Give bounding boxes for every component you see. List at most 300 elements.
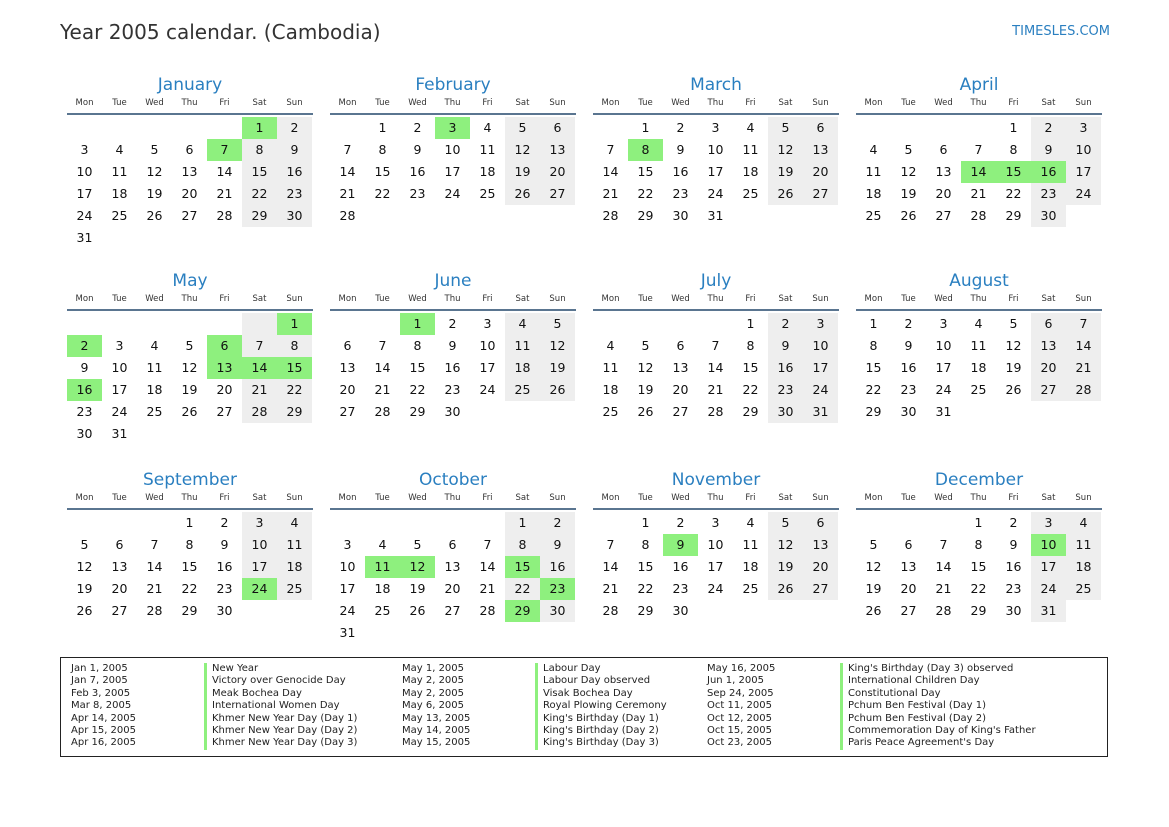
day-cell[interactable]: 13 — [207, 357, 242, 379]
day-cell[interactable]: 21 — [1066, 357, 1101, 379]
day-cell[interactable]: 15 — [996, 161, 1031, 183]
day-cell[interactable]: 14 — [216, 164, 233, 179]
day-cell[interactable]: 28 — [146, 603, 163, 618]
day-cell[interactable]: 7 — [711, 338, 720, 353]
day-cell[interactable]: 20 — [216, 382, 233, 397]
day-cell[interactable]: 1 — [277, 313, 312, 335]
day-cell[interactable]: 1 — [746, 316, 755, 331]
day-cell[interactable]: 6 — [448, 537, 457, 552]
day-cell[interactable]: 14 — [374, 360, 391, 375]
day-cell[interactable]: 21 — [242, 379, 277, 401]
day-cell[interactable]: 21 — [602, 581, 619, 596]
day-cell[interactable]: 9 — [277, 139, 312, 161]
day-cell[interactable]: 14 — [707, 360, 724, 375]
day-cell[interactable]: 27 — [111, 603, 128, 618]
day-cell[interactable]: 17 — [707, 559, 724, 574]
day-cell[interactable]: 1 — [185, 515, 194, 530]
day-cell[interactable]: 27 — [216, 404, 233, 419]
day-cell[interactable]: 20 — [181, 186, 198, 201]
day-cell[interactable]: 10 — [444, 142, 461, 157]
day-cell[interactable]: 4 — [277, 512, 312, 534]
day-cell[interactable]: 15 — [865, 360, 882, 375]
day-cell[interactable]: 28 — [1066, 379, 1101, 401]
day-cell[interactable]: 17 — [339, 581, 356, 596]
day-cell[interactable]: 8 — [746, 338, 755, 353]
day-cell[interactable]: 25 — [602, 404, 619, 419]
day-cell[interactable]: 22 — [970, 581, 987, 596]
day-cell[interactable]: 9 — [676, 142, 685, 157]
day-cell[interactable]: 8 — [277, 335, 312, 357]
day-cell[interactable]: 5 — [641, 338, 650, 353]
day-cell[interactable]: 2 — [277, 117, 312, 139]
day-cell[interactable]: 30 — [1005, 603, 1022, 618]
day-cell[interactable]: 12 — [400, 556, 435, 578]
day-cell[interactable]: 31 — [76, 230, 93, 245]
day-cell[interactable]: 19 — [76, 581, 93, 596]
day-cell[interactable]: 23 — [216, 581, 233, 596]
day-cell[interactable]: 31 — [935, 404, 952, 419]
day-cell[interactable]: 13 — [1031, 335, 1066, 357]
day-cell[interactable]: 9 — [220, 537, 229, 552]
day-cell[interactable]: 1 — [641, 120, 650, 135]
day-cell[interactable]: 9 — [413, 142, 422, 157]
day-cell[interactable]: 2 — [676, 515, 685, 530]
day-cell[interactable]: 27 — [339, 404, 356, 419]
day-cell[interactable]: 25 — [111, 208, 128, 223]
day-cell[interactable]: 17 — [479, 360, 496, 375]
day-cell[interactable]: 11 — [865, 164, 882, 179]
day-cell[interactable]: 16 — [672, 559, 689, 574]
day-cell[interactable]: 29 — [409, 404, 426, 419]
day-cell[interactable]: 15 — [277, 357, 312, 379]
day-cell[interactable]: 14 — [146, 559, 163, 574]
day-cell[interactable]: 10 — [707, 537, 724, 552]
day-cell[interactable]: 2 — [67, 335, 102, 357]
day-cell[interactable]: 18 — [277, 556, 312, 578]
day-cell[interactable]: 11 — [742, 142, 759, 157]
day-cell[interactable]: 7 — [1066, 313, 1101, 335]
day-cell[interactable]: 10 — [1031, 534, 1066, 556]
day-cell[interactable]: 7 — [343, 142, 352, 157]
day-cell[interactable]: 6 — [540, 117, 575, 139]
day-cell[interactable]: 16 — [540, 556, 575, 578]
day-cell[interactable]: 28 — [479, 603, 496, 618]
day-cell[interactable]: 25 — [505, 379, 540, 401]
day-cell[interactable]: 12 — [768, 139, 803, 161]
day-cell[interactable]: 27 — [444, 603, 461, 618]
day-cell[interactable]: 6 — [904, 537, 913, 552]
day-cell[interactable]: 17 — [444, 164, 461, 179]
day-cell[interactable]: 14 — [602, 559, 619, 574]
day-cell[interactable]: 13 — [900, 559, 917, 574]
day-cell[interactable]: 21 — [216, 186, 233, 201]
day-cell[interactable]: 17 — [76, 186, 93, 201]
day-cell[interactable]: 13 — [111, 559, 128, 574]
day-cell[interactable]: 29 — [865, 404, 882, 419]
day-cell[interactable]: 18 — [742, 164, 759, 179]
day-cell[interactable]: 10 — [339, 559, 356, 574]
day-cell[interactable]: 16 — [900, 360, 917, 375]
day-cell[interactable]: 11 — [479, 142, 496, 157]
day-cell[interactable]: 4 — [483, 120, 492, 135]
day-cell[interactable]: 26 — [76, 603, 93, 618]
day-cell[interactable]: 7 — [974, 142, 983, 157]
day-cell[interactable]: 24 — [1066, 183, 1101, 205]
day-cell[interactable]: 29 — [277, 401, 312, 423]
day-cell[interactable]: 5 — [505, 117, 540, 139]
day-cell[interactable]: 13 — [540, 139, 575, 161]
day-cell[interactable]: 9 — [448, 338, 457, 353]
day-cell[interactable]: 18 — [374, 581, 391, 596]
day-cell[interactable]: 6 — [185, 142, 194, 157]
day-cell[interactable]: 15 — [505, 556, 540, 578]
day-cell[interactable]: 11 — [365, 556, 400, 578]
day-cell[interactable]: 25 — [1066, 578, 1101, 600]
day-cell[interactable]: 3 — [435, 117, 470, 139]
day-cell[interactable]: 7 — [150, 537, 159, 552]
day-cell[interactable]: 5 — [185, 338, 194, 353]
day-cell[interactable]: 21 — [935, 581, 952, 596]
day-cell[interactable]: 4 — [606, 338, 615, 353]
day-cell[interactable]: 26 — [900, 208, 917, 223]
day-cell[interactable]: 11 — [742, 537, 759, 552]
day-cell[interactable]: 25 — [865, 208, 882, 223]
day-cell[interactable]: 18 — [479, 164, 496, 179]
day-cell[interactable]: 15 — [970, 559, 987, 574]
day-cell[interactable]: 12 — [1005, 338, 1022, 353]
day-cell[interactable]: 26 — [181, 404, 198, 419]
day-cell[interactable]: 8 — [185, 537, 194, 552]
day-cell[interactable]: 21 — [707, 382, 724, 397]
day-cell[interactable]: 23 — [76, 404, 93, 419]
day-cell[interactable]: 9 — [80, 360, 89, 375]
day-cell[interactable]: 8 — [641, 537, 650, 552]
day-cell[interactable]: 25 — [742, 581, 759, 596]
day-cell[interactable]: 10 — [479, 338, 496, 353]
day-cell[interactable]: 8 — [1009, 142, 1018, 157]
day-cell[interactable]: 20 — [444, 581, 461, 596]
day-cell[interactable]: 4 — [378, 537, 387, 552]
day-cell[interactable]: 4 — [1066, 512, 1101, 534]
day-cell[interactable]: 15 — [637, 164, 654, 179]
day-cell[interactable]: 19 — [540, 357, 575, 379]
day-cell[interactable]: 30 — [900, 404, 917, 419]
day-cell[interactable]: 19 — [768, 161, 803, 183]
day-cell[interactable]: 13 — [803, 139, 838, 161]
day-cell[interactable]: 30 — [1031, 205, 1066, 227]
day-cell[interactable]: 18 — [970, 360, 987, 375]
day-cell[interactable]: 15 — [742, 360, 759, 375]
day-cell[interactable]: 15 — [181, 559, 198, 574]
day-cell[interactable]: 6 — [803, 117, 838, 139]
day-cell[interactable]: 20 — [803, 161, 838, 183]
day-cell[interactable]: 2 — [768, 313, 803, 335]
day-cell[interactable]: 22 — [181, 581, 198, 596]
day-cell[interactable]: 17 — [935, 360, 952, 375]
day-cell[interactable]: 3 — [80, 142, 89, 157]
day-cell[interactable]: 16 — [768, 357, 803, 379]
day-cell[interactable]: 24 — [803, 379, 838, 401]
day-cell[interactable]: 23 — [672, 581, 689, 596]
day-cell[interactable]: 23 — [672, 186, 689, 201]
day-cell[interactable]: 4 — [746, 515, 755, 530]
day-cell[interactable]: 7 — [242, 335, 277, 357]
day-cell[interactable]: 1 — [1009, 120, 1018, 135]
day-cell[interactable]: 25 — [374, 603, 391, 618]
day-cell[interactable]: 23 — [768, 379, 803, 401]
day-cell[interactable]: 4 — [115, 142, 124, 157]
day-cell[interactable]: 2 — [448, 316, 457, 331]
day-cell[interactable]: 1 — [400, 313, 435, 335]
day-cell[interactable]: 2 — [540, 512, 575, 534]
day-cell[interactable]: 28 — [339, 208, 356, 223]
day-cell[interactable]: 2 — [1009, 515, 1018, 530]
day-cell[interactable]: 24 — [935, 382, 952, 397]
day-cell[interactable]: 18 — [742, 559, 759, 574]
day-cell[interactable]: 1 — [505, 512, 540, 534]
day-cell[interactable]: 27 — [1031, 379, 1066, 401]
day-cell[interactable]: 10 — [803, 335, 838, 357]
day-cell[interactable]: 11 — [970, 338, 987, 353]
day-cell[interactable]: 15 — [637, 559, 654, 574]
day-cell[interactable]: 9 — [904, 338, 913, 353]
day-cell[interactable]: 16 — [1005, 559, 1022, 574]
day-cell[interactable]: 13 — [803, 534, 838, 556]
day-cell[interactable]: 17 — [111, 382, 128, 397]
day-cell[interactable]: 9 — [768, 335, 803, 357]
day-cell[interactable]: 2 — [676, 120, 685, 135]
day-cell[interactable]: 25 — [970, 382, 987, 397]
day-cell[interactable]: 16 — [672, 164, 689, 179]
day-cell[interactable]: 24 — [242, 578, 277, 600]
day-cell[interactable]: 19 — [1005, 360, 1022, 375]
day-cell[interactable]: 23 — [900, 382, 917, 397]
day-cell[interactable]: 1 — [974, 515, 983, 530]
day-cell[interactable]: 19 — [409, 581, 426, 596]
day-cell[interactable]: 26 — [768, 183, 803, 205]
day-cell[interactable]: 21 — [374, 382, 391, 397]
day-cell[interactable]: 8 — [413, 338, 422, 353]
day-cell[interactable]: 19 — [181, 382, 198, 397]
day-cell[interactable]: 26 — [505, 183, 540, 205]
day-cell[interactable]: 4 — [150, 338, 159, 353]
day-cell[interactable]: 4 — [505, 313, 540, 335]
day-cell[interactable]: 5 — [869, 537, 878, 552]
day-cell[interactable]: 29 — [970, 603, 987, 618]
day-cell[interactable]: 16 — [409, 164, 426, 179]
day-cell[interactable]: 13 — [935, 164, 952, 179]
day-cell[interactable]: 25 — [146, 404, 163, 419]
day-cell[interactable]: 27 — [672, 404, 689, 419]
day-cell[interactable]: 29 — [742, 404, 759, 419]
day-cell[interactable]: 19 — [865, 581, 882, 596]
day-cell[interactable]: 24 — [76, 208, 93, 223]
day-cell[interactable]: 12 — [181, 360, 198, 375]
day-cell[interactable]: 11 — [111, 164, 128, 179]
day-cell[interactable]: 31 — [1031, 600, 1066, 622]
day-cell[interactable]: 10 — [935, 338, 952, 353]
day-cell[interactable]: 3 — [1031, 512, 1066, 534]
day-cell[interactable]: 5 — [904, 142, 913, 157]
day-cell[interactable]: 6 — [1031, 313, 1066, 335]
day-cell[interactable]: 18 — [111, 186, 128, 201]
day-cell[interactable]: 27 — [803, 183, 838, 205]
day-cell[interactable]: 30 — [76, 426, 93, 441]
day-cell[interactable]: 10 — [76, 164, 93, 179]
day-cell[interactable]: 20 — [111, 581, 128, 596]
day-cell[interactable]: 24 — [479, 382, 496, 397]
day-cell[interactable]: 22 — [277, 379, 312, 401]
day-cell[interactable]: 28 — [602, 603, 619, 618]
day-cell[interactable]: 12 — [540, 335, 575, 357]
day-cell[interactable]: 1 — [641, 515, 650, 530]
day-cell[interactable]: 13 — [339, 360, 356, 375]
day-cell[interactable]: 16 — [277, 161, 312, 183]
day-cell[interactable]: 27 — [540, 183, 575, 205]
day-cell[interactable]: 13 — [181, 164, 198, 179]
day-cell[interactable]: 23 — [1031, 183, 1066, 205]
day-cell[interactable]: 30 — [672, 603, 689, 618]
day-cell[interactable]: 14 — [1066, 335, 1101, 357]
day-cell[interactable]: 9 — [1031, 139, 1066, 161]
day-cell[interactable]: 17 — [1031, 556, 1066, 578]
day-cell[interactable]: 3 — [711, 515, 720, 530]
site-link[interactable]: TIMESLES.COM — [1012, 24, 1110, 39]
day-cell[interactable]: 29 — [505, 600, 540, 622]
day-cell[interactable]: 24 — [444, 186, 461, 201]
day-cell[interactable]: 5 — [768, 117, 803, 139]
day-cell[interactable]: 4 — [869, 142, 878, 157]
day-cell[interactable]: 26 — [768, 578, 803, 600]
day-cell[interactable]: 26 — [146, 208, 163, 223]
day-cell[interactable]: 27 — [935, 208, 952, 223]
day-cell[interactable]: 21 — [602, 186, 619, 201]
day-cell[interactable]: 30 — [540, 600, 575, 622]
day-cell[interactable]: 16 — [1031, 161, 1066, 183]
day-cell[interactable]: 28 — [216, 208, 233, 223]
day-cell[interactable]: 2 — [413, 120, 422, 135]
day-cell[interactable]: 5 — [1009, 316, 1018, 331]
day-cell[interactable]: 21 — [339, 186, 356, 201]
day-cell[interactable]: 7 — [378, 338, 387, 353]
day-cell[interactable]: 21 — [970, 186, 987, 201]
day-cell[interactable]: 27 — [900, 603, 917, 618]
day-cell[interactable]: 22 — [242, 183, 277, 205]
day-cell[interactable]: 20 — [900, 581, 917, 596]
day-cell[interactable]: 27 — [803, 578, 838, 600]
day-cell[interactable]: 24 — [707, 581, 724, 596]
day-cell[interactable]: 20 — [339, 382, 356, 397]
day-cell[interactable]: 31 — [803, 401, 838, 423]
day-cell[interactable]: 22 — [505, 578, 540, 600]
day-cell[interactable]: 18 — [505, 357, 540, 379]
day-cell[interactable]: 17 — [1066, 161, 1101, 183]
day-cell[interactable]: 1 — [869, 316, 878, 331]
day-cell[interactable]: 14 — [242, 357, 277, 379]
day-cell[interactable]: 6 — [343, 338, 352, 353]
day-cell[interactable]: 28 — [707, 404, 724, 419]
day-cell[interactable]: 12 — [505, 139, 540, 161]
day-cell[interactable]: 12 — [637, 360, 654, 375]
day-cell[interactable]: 31 — [707, 208, 724, 223]
day-cell[interactable]: 2 — [904, 316, 913, 331]
day-cell[interactable]: 15 — [374, 164, 391, 179]
day-cell[interactable]: 5 — [540, 313, 575, 335]
day-cell[interactable]: 28 — [935, 603, 952, 618]
day-cell[interactable]: 22 — [742, 382, 759, 397]
day-cell[interactable]: 11 — [277, 534, 312, 556]
day-cell[interactable]: 20 — [672, 382, 689, 397]
day-cell[interactable]: 5 — [80, 537, 89, 552]
day-cell[interactable]: 3 — [803, 313, 838, 335]
day-cell[interactable]: 24 — [1031, 578, 1066, 600]
day-cell[interactable]: 12 — [76, 559, 93, 574]
day-cell[interactable]: 24 — [339, 603, 356, 618]
day-cell[interactable]: 19 — [900, 186, 917, 201]
day-cell[interactable]: 6 — [207, 335, 242, 357]
day-cell[interactable]: 20 — [803, 556, 838, 578]
day-cell[interactable]: 17 — [242, 556, 277, 578]
day-cell[interactable]: 26 — [637, 404, 654, 419]
day-cell[interactable]: 6 — [676, 338, 685, 353]
day-cell[interactable]: 28 — [242, 401, 277, 423]
day-cell[interactable]: 15 — [409, 360, 426, 375]
day-cell[interactable]: 28 — [602, 208, 619, 223]
day-cell[interactable]: 20 — [935, 186, 952, 201]
day-cell[interactable]: 22 — [409, 382, 426, 397]
day-cell[interactable]: 28 — [374, 404, 391, 419]
day-cell[interactable]: 15 — [242, 161, 277, 183]
day-cell[interactable]: 14 — [479, 559, 496, 574]
day-cell[interactable]: 19 — [637, 382, 654, 397]
day-cell[interactable]: 6 — [803, 512, 838, 534]
day-cell[interactable]: 14 — [339, 164, 356, 179]
day-cell[interactable]: 22 — [637, 186, 654, 201]
day-cell[interactable]: 23 — [1005, 581, 1022, 596]
day-cell[interactable]: 31 — [339, 625, 356, 640]
day-cell[interactable]: 2 — [220, 515, 229, 530]
day-cell[interactable]: 30 — [672, 208, 689, 223]
day-cell[interactable]: 14 — [961, 161, 996, 183]
day-cell[interactable]: 10 — [707, 142, 724, 157]
day-cell[interactable]: 1 — [378, 120, 387, 135]
day-cell[interactable]: 5 — [768, 512, 803, 534]
day-cell[interactable]: 24 — [707, 186, 724, 201]
day-cell[interactable]: 5 — [150, 142, 159, 157]
day-cell[interactable]: 18 — [146, 382, 163, 397]
day-cell[interactable]: 13 — [672, 360, 689, 375]
day-cell[interactable]: 26 — [540, 379, 575, 401]
day-cell[interactable]: 22 — [637, 581, 654, 596]
day-cell[interactable]: 22 — [374, 186, 391, 201]
day-cell[interactable]: 11 — [146, 360, 163, 375]
day-cell[interactable]: 23 — [409, 186, 426, 201]
day-cell[interactable]: 31 — [111, 426, 128, 441]
day-cell[interactable]: 25 — [479, 186, 496, 201]
day-cell[interactable]: 6 — [115, 537, 124, 552]
day-cell[interactable]: 12 — [900, 164, 917, 179]
day-cell[interactable]: 23 — [444, 382, 461, 397]
day-cell[interactable]: 11 — [505, 335, 540, 357]
day-cell[interactable]: 3 — [343, 537, 352, 552]
day-cell[interactable]: 19 — [146, 186, 163, 201]
day-cell[interactable]: 16 — [444, 360, 461, 375]
day-cell[interactable]: 9 — [540, 534, 575, 556]
day-cell[interactable]: 21 — [146, 581, 163, 596]
day-cell[interactable]: 6 — [939, 142, 948, 157]
day-cell[interactable]: 3 — [711, 120, 720, 135]
day-cell[interactable]: 7 — [606, 142, 615, 157]
